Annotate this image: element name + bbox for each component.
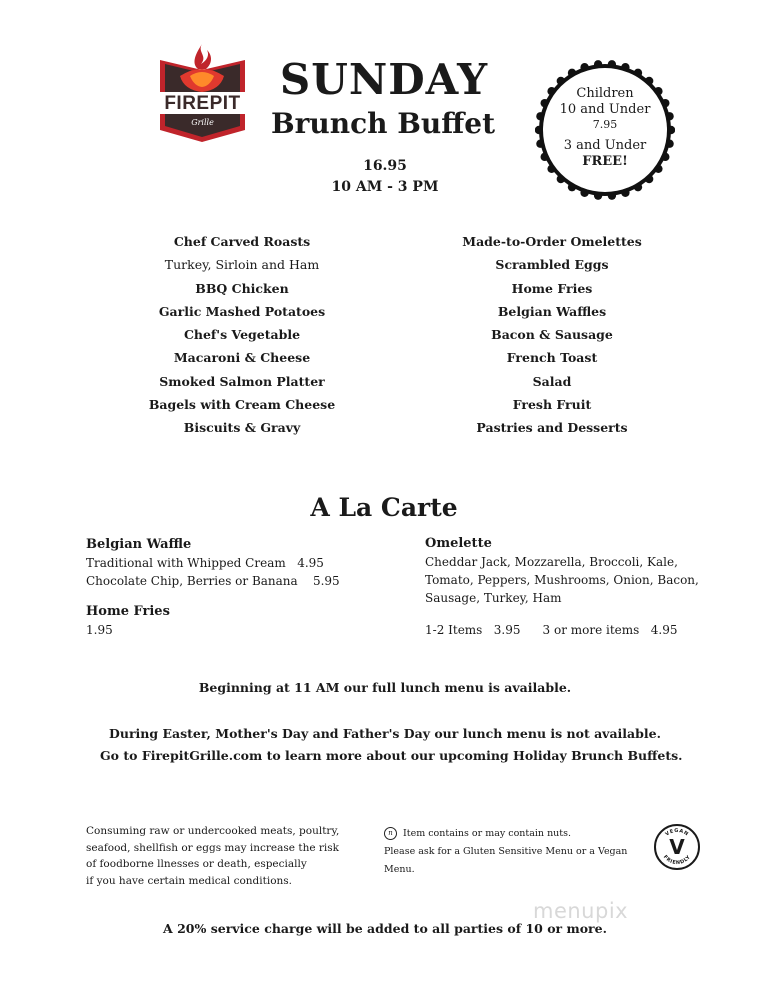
logo-brand: FIREPIT <box>164 93 241 114</box>
nut-icon: n <box>384 827 397 840</box>
section-title: Omelette <box>425 536 492 551</box>
buffet-item: Scrambled Eggs <box>495 257 609 273</box>
item-price: 4.95 <box>297 556 324 570</box>
buffet-list-right <box>427 230 677 440</box>
vegan-friendly-icon <box>653 823 701 871</box>
buffet-item: Turkey, Sirloin and Ham <box>164 257 320 273</box>
omelette-section <box>425 535 725 639</box>
vegan-letter: V <box>669 835 685 859</box>
omelette-pricing <box>425 621 725 639</box>
buffet-item: BBQ Chicken <box>195 280 289 296</box>
logo-tagline: Grille <box>191 118 214 127</box>
food-safety-disclaimer <box>86 823 346 889</box>
option-price: 3.95 <box>493 623 521 637</box>
badge-line: 3 and Under <box>563 138 647 153</box>
item-price: 5.95 <box>312 574 340 588</box>
buffet-item: Biscuits & Gravy <box>183 420 301 436</box>
badge-line: 10 and Under <box>559 102 651 117</box>
buffet-item: Chef's Vegetable <box>183 327 301 343</box>
ingredient-line: Cheddar Jack, Mozzarella, Broccoli, Kale, <box>425 555 678 569</box>
buffet-hours: 10 AM - 3 PM <box>331 179 439 195</box>
nuts-note <box>384 825 644 843</box>
option-label: 1-2 Items <box>425 623 483 637</box>
buffet-item: Smoked Salmon Platter <box>159 373 325 389</box>
buffet-item: Bacon & Sausage <box>491 327 613 343</box>
badge-line: Children <box>576 86 634 101</box>
buffet-item: Home Fries <box>511 280 593 296</box>
menupix-watermark: menupix <box>533 899 629 923</box>
buffet-item: French Toast <box>506 350 598 366</box>
buffet-item: Belgian Waffles <box>497 303 607 319</box>
disclaimer-line: seafood, shellfish or eggs may increase the risk <box>86 841 340 854</box>
buffet-item: Bagels with Cream Cheese <box>148 397 336 413</box>
badge-price: 7.95 <box>592 118 618 131</box>
menu-line <box>86 572 386 590</box>
gluten-note: Please ask for a Gluten Sensitive Menu or a Vegan Menu. <box>384 846 628 875</box>
badge-free: FREE! <box>582 154 628 169</box>
vegan-label: VEGAN <box>664 827 690 838</box>
buffet-list-left <box>117 230 367 440</box>
service-charge-note: A 20% service charge will be added to all parties of 10 or more. <box>163 921 607 936</box>
buffet-price: 16.95 <box>363 158 407 174</box>
lunch-note: Beginning at 11 AM our full lunch menu is available. <box>198 680 572 695</box>
menu-line <box>86 554 386 572</box>
item-name: Traditional with Whipped Cream <box>86 556 286 570</box>
page-title: SUNDAY <box>279 55 489 104</box>
buffet-item: Chef Carved Roasts <box>173 234 311 249</box>
firepit-grille-logo <box>150 42 255 147</box>
disclaimer-line: of foodborne llnesses or death, especially <box>86 858 307 870</box>
nuts-text: Item contains or may contain nuts. <box>403 828 572 839</box>
buffet-item: Garlic Mashed Potatoes <box>158 303 326 319</box>
dietary-notes <box>384 825 644 879</box>
item-price: 1.95 <box>86 623 113 637</box>
buffet-item: Pastries and Desserts <box>476 420 628 436</box>
ingredient-line: Sausage, Turkey, Ham <box>425 591 562 605</box>
friendly-label: FRIENDLY <box>661 854 693 867</box>
buffet-item: Fresh Fruit <box>512 397 592 413</box>
disclaimer-line: Consuming raw or undercooked meats, poultry, <box>86 825 340 837</box>
disclaimer-line: if you have certain medical conditions. <box>86 874 293 887</box>
page-subtitle: Brunch Buffet <box>270 107 496 140</box>
website-note: Go to FirepitGrille.com to learn more about our upcoming Holiday Brunch Buffets. <box>100 748 683 763</box>
section-title: Home Fries <box>86 604 170 619</box>
children-price-text <box>545 86 665 170</box>
ingredient-line: Tomato, Peppers, Mushrooms, Onion, Bacon, <box>425 573 699 587</box>
option-price: 4.95 <box>650 623 678 637</box>
holiday-note: During Easter, Mother's Day and Father's Day our lunch menu is not available. <box>109 726 661 741</box>
buffet-item: Made-to-Order Omelettes <box>462 234 642 249</box>
home-fries-section <box>86 603 386 639</box>
item-name: Chocolate Chip, Berries or Banana <box>86 574 298 588</box>
buffet-item: Salad <box>532 373 572 389</box>
option-label: 3 or more items <box>542 623 640 637</box>
buffet-item: Macaroni & Cheese <box>173 350 311 366</box>
belgian-waffle-section <box>86 536 386 590</box>
section-title: Belgian Waffle <box>86 537 192 552</box>
a-la-carte-heading: A La Carte <box>310 493 458 522</box>
flame-icon <box>195 44 212 69</box>
